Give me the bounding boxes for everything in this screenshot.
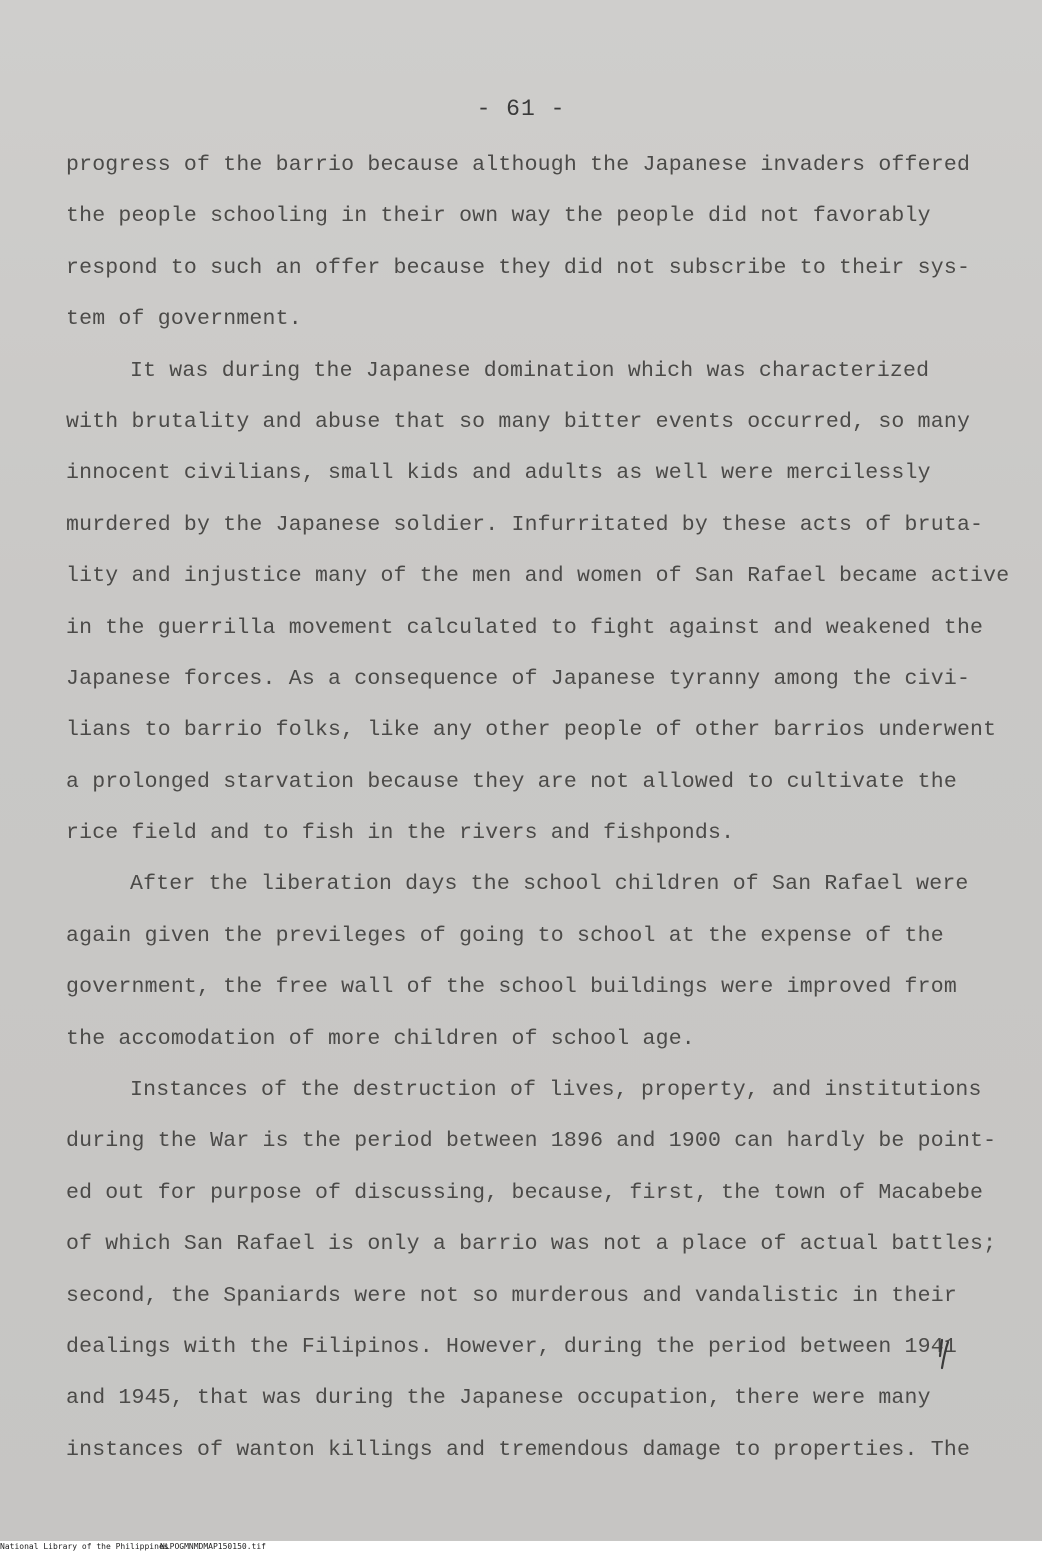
body-text (66, 140, 1010, 1476)
text-line: respond to such an offer because they did not subscribe to their sys- (66, 255, 971, 280)
text-line: second, the Spaniards were not so murderous and vandalistic in their (66, 1283, 957, 1308)
text-line: again given the previleges of going to school at the expense of the (66, 923, 944, 948)
footer-library: National Library of the Philippines (0, 1542, 169, 1551)
text-line: dealings with the Filipinos. However, during the period between 1941 (66, 1334, 957, 1359)
text-line: the people schooling in their own way the people did not favorably (66, 204, 931, 229)
text-line: in the guerrilla movement calculated to fight against and weakened the (66, 615, 984, 640)
paragraph-start-line: Instances of the destruction of lives, property, and institutions (130, 1078, 982, 1103)
text-line: with brutality and abuse that so many bitter events occurred, so many (66, 409, 971, 434)
text-line: Japanese forces. As a consequence of Japanese tyranny among the civi- (66, 666, 971, 691)
handwritten-margin-mark (936, 1334, 966, 1370)
text-line: government, the free wall of the school buildings were improved from (66, 975, 957, 1000)
text-line: of which San Rafael is only a barrio was not a place of actual battles; (66, 1232, 997, 1257)
paragraph-start-line: It was during the Japanese domination which was characterized (130, 358, 930, 383)
footer-filename: NLPOGMNMDMAP150150.tif (160, 1542, 266, 1551)
page-number: - 61 - (476, 96, 566, 122)
text-line: the accomodation of more children of school age. (66, 1026, 695, 1051)
text-line: and 1945, that was during the Japanese occupation, there were many (66, 1386, 931, 1411)
paragraph-start-line: After the liberation days the school children of San Rafael were (130, 872, 969, 897)
text-line: instances of wanton killings and tremendous damage to properties. The (66, 1437, 971, 1462)
text-line: rice field and to fish in the rivers and fishponds. (66, 821, 735, 846)
text-line: murdered by the Japanese soldier. Infurritated by these acts of bruta- (66, 512, 984, 537)
scan-footer (0, 1541, 1042, 1553)
text-line: lity and injustice many of the men and women of San Rafael became active (66, 564, 1010, 589)
text-line: ed out for purpose of discussing, because, first, the town of Macabebe (66, 1180, 984, 1205)
text-line: progress of the barrio because although the Japanese invaders offered (66, 153, 971, 177)
text-line: lians to barrio folks, like any other people of other barrios underwent (66, 718, 997, 743)
text-line: innocent civilians, small kids and adults as well were mercilessly (66, 461, 931, 486)
text-line: a prolonged starvation because they are not allowed to cultivate the (66, 769, 957, 794)
text-line: tem of government. (66, 307, 302, 332)
text-line: during the War is the period between 1896 and 1900 can hardly be point- (66, 1129, 997, 1154)
